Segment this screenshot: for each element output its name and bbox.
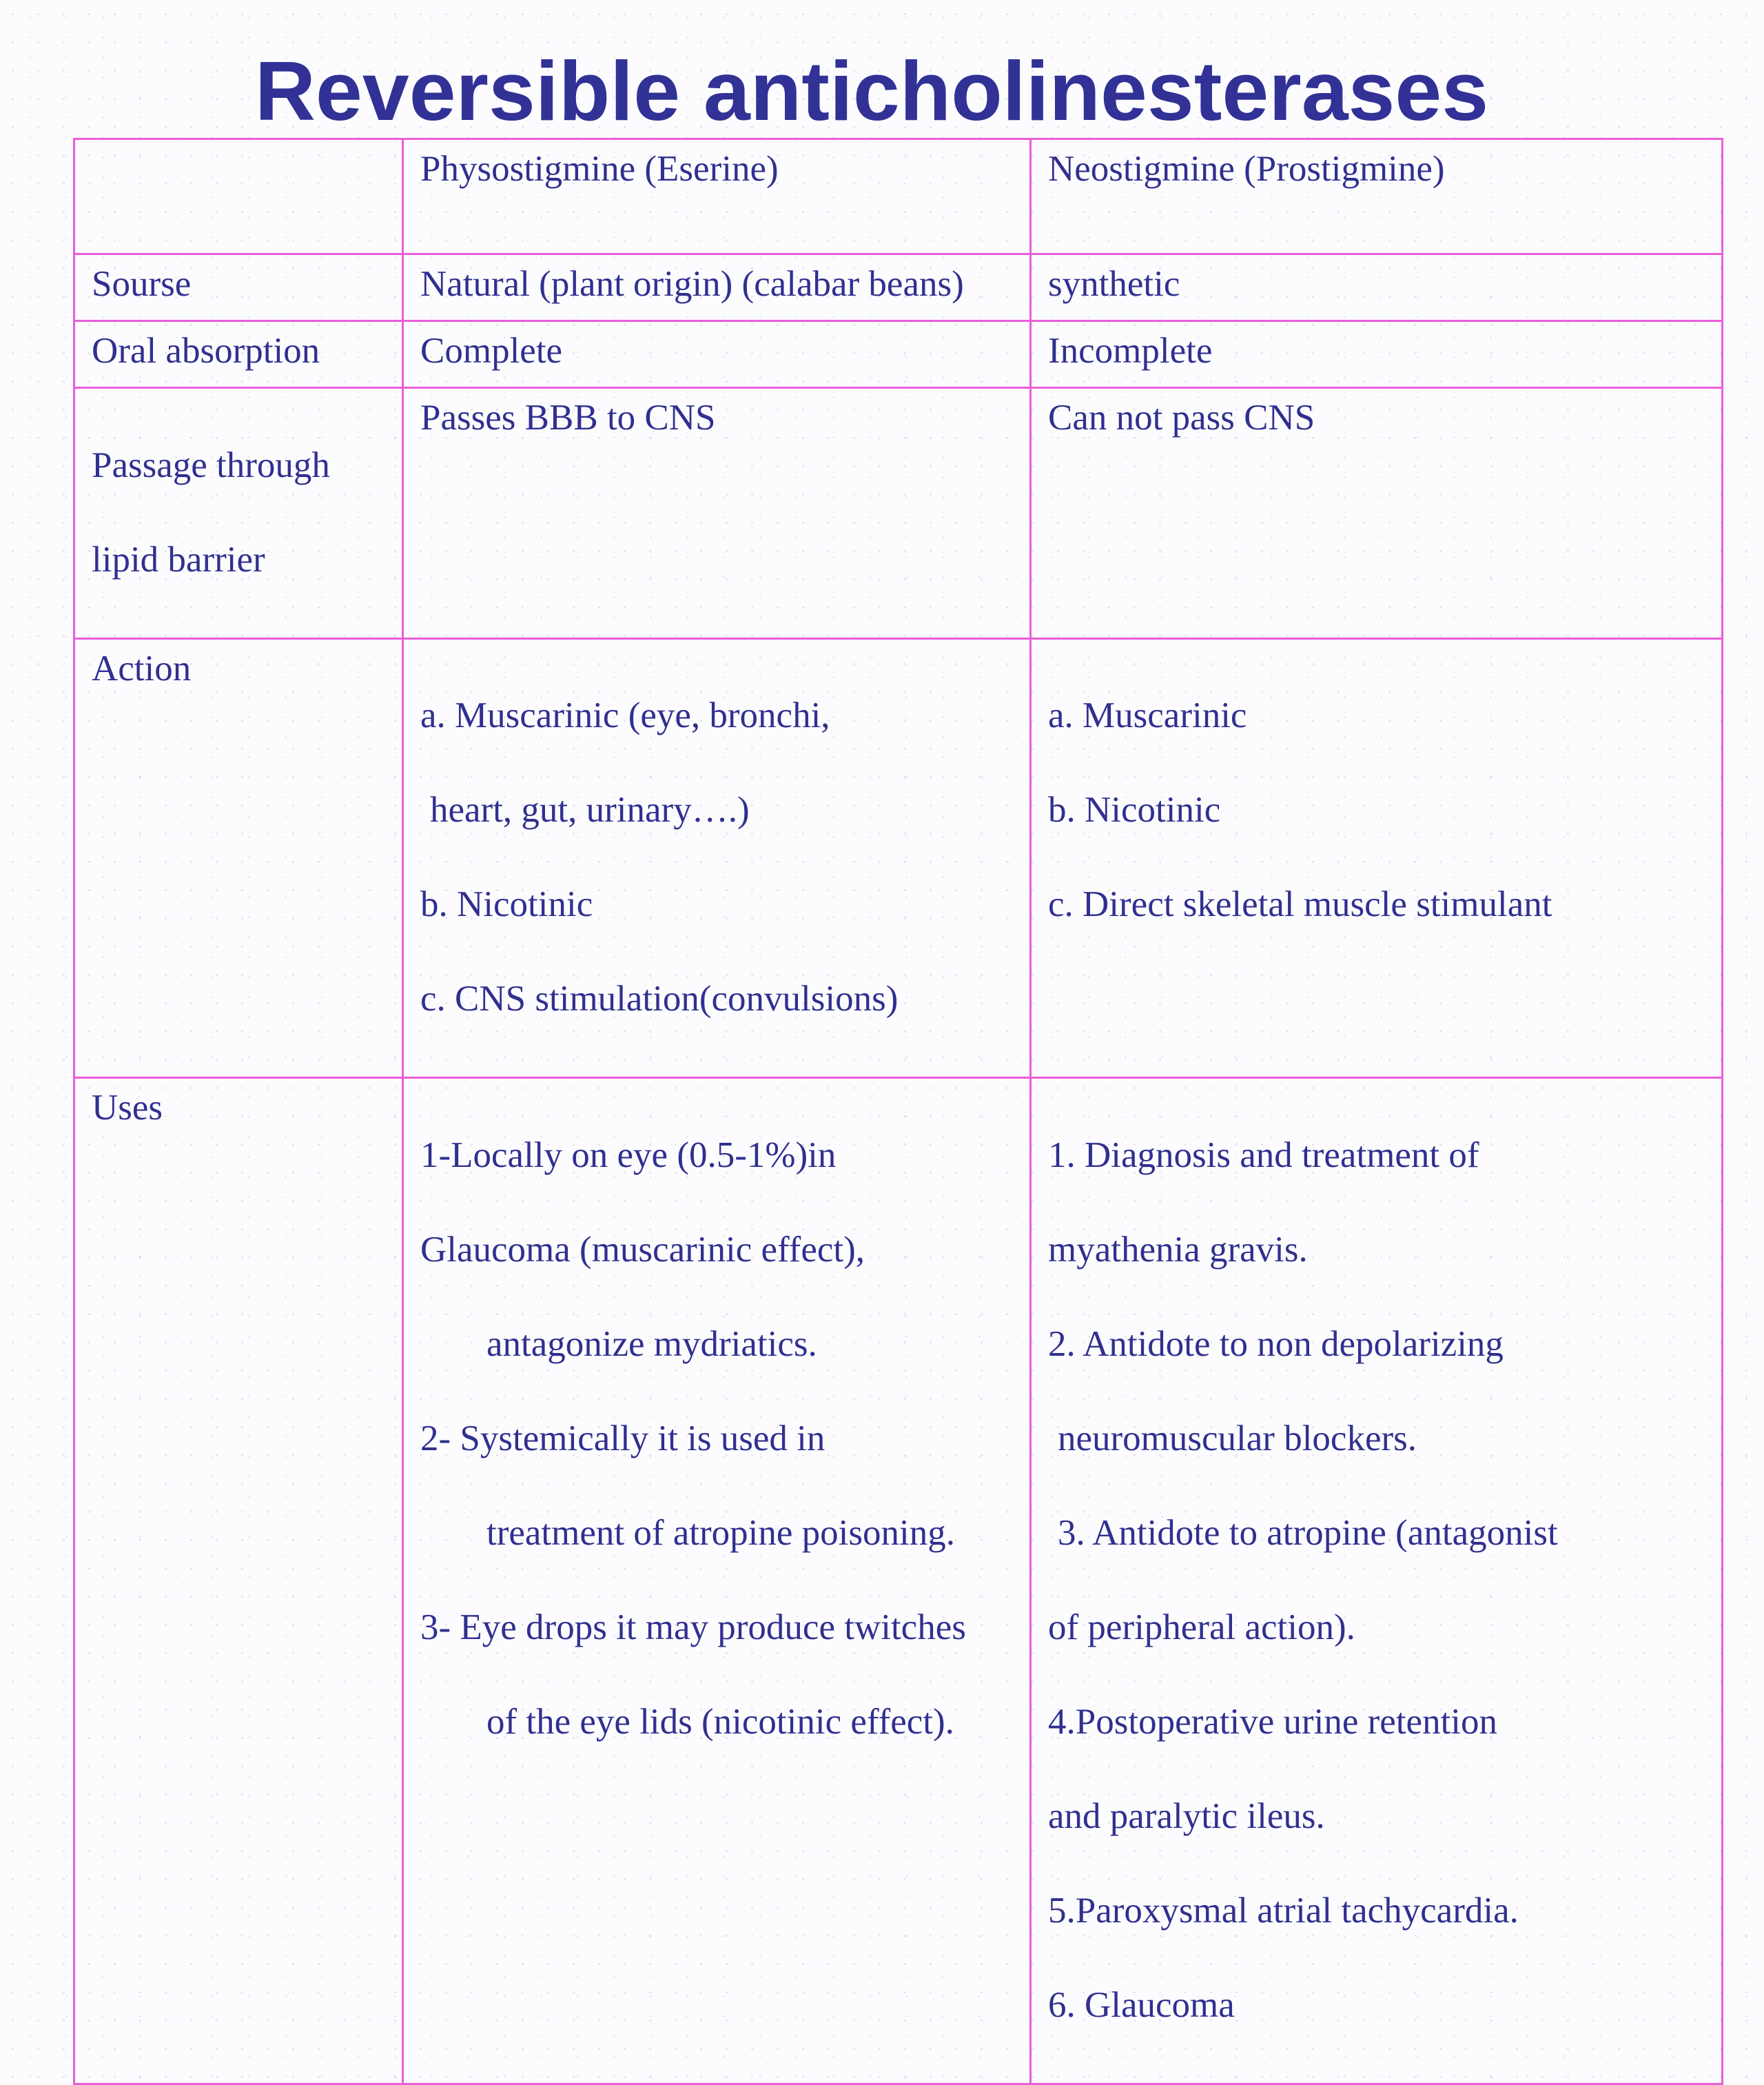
list-item: 2- Systemically it is used in: [420, 1418, 825, 1458]
list-item: 3. Antidote to atropine (antagonist: [1058, 1512, 1558, 1553]
list-item: 3- Eye drops it may produce twitches: [420, 1607, 966, 1647]
oral-absorption-physostigmine: Complete: [403, 321, 1031, 388]
action-neostigmine: [1031, 638, 1723, 1078]
header-physostigmine: Physostigmine (Eserine): [403, 139, 1031, 254]
list-item: 1. Diagnosis and treatment of: [1048, 1135, 1479, 1175]
table-row-action: [74, 638, 1723, 1078]
list-item: of the eye lids (nicotinic effect).: [486, 1701, 954, 1742]
row-label-source: Sourse: [74, 254, 403, 321]
list-item: and paralytic ileus.: [1048, 1796, 1325, 1836]
lipid-barrier-neostigmine: Can not pass CNS: [1031, 388, 1723, 639]
list-item: antagonize mydriatics.: [486, 1323, 817, 1364]
header-neostigmine: Neostigmine (Prostigmine): [1031, 139, 1723, 254]
uses-physostigmine: [403, 1078, 1031, 2084]
row-label-lipid-barrier: [74, 388, 403, 639]
list-item: of peripheral action).: [1048, 1607, 1355, 1647]
table-header-row: [74, 139, 1723, 254]
list-item: neuromuscular blockers.: [1058, 1418, 1417, 1458]
table-row-lipid-barrier: [74, 388, 1723, 639]
list-item: a. Muscarinic: [1048, 695, 1247, 735]
slide-title: Reversible anticholinesterases: [254, 44, 1489, 138]
list-item: myathenia gravis.: [1048, 1229, 1308, 1270]
list-item: 1-Locally on eye (0.5-1%)in: [420, 1135, 837, 1175]
header-empty-cell: [74, 139, 403, 254]
table-row-source: [74, 254, 1723, 321]
row-label-oral-absorption: Oral absorption: [74, 321, 403, 388]
label-line: Passage through: [92, 445, 330, 485]
source-neostigmine: synthetic: [1031, 254, 1723, 321]
list-item: c. Direct skeletal muscle stimulant: [1048, 884, 1552, 924]
oral-absorption-neostigmine: Incomplete: [1031, 321, 1723, 388]
lipid-barrier-physostigmine: Passes BBB to CNS: [403, 388, 1031, 639]
list-item: Glaucoma (muscarinic effect),: [420, 1229, 865, 1270]
list-item: b. Nicotinic: [420, 884, 593, 924]
table-row-uses: [74, 1078, 1723, 2084]
label-line: lipid barrier: [92, 539, 265, 580]
list-item: b. Nicotinic: [1048, 790, 1221, 830]
list-item: 5.Paroxysmal atrial tachycardia.: [1048, 1890, 1519, 1931]
list-item: 6. Glaucoma: [1048, 1984, 1235, 2025]
list-item: heart, gut, urinary….): [430, 790, 750, 830]
list-item: treatment of atropine poisoning.: [486, 1512, 955, 1553]
row-label-uses: Uses: [74, 1078, 403, 2084]
row-label-action: Action: [74, 638, 403, 1078]
comparison-table: [73, 138, 1723, 2085]
list-item: 4.Postoperative urine retention: [1048, 1701, 1498, 1742]
table-row-oral-absorption: [74, 321, 1723, 388]
list-item: a. Muscarinic (eye, bronchi,: [420, 695, 830, 735]
source-physostigmine: Natural (plant origin) (calabar beans): [403, 254, 1031, 321]
uses-neostigmine: [1031, 1078, 1723, 2084]
action-physostigmine: [403, 638, 1031, 1078]
list-item: c. CNS stimulation(convulsions): [420, 979, 899, 1019]
list-item: 2. Antidote to non depolarizing: [1048, 1323, 1504, 1364]
